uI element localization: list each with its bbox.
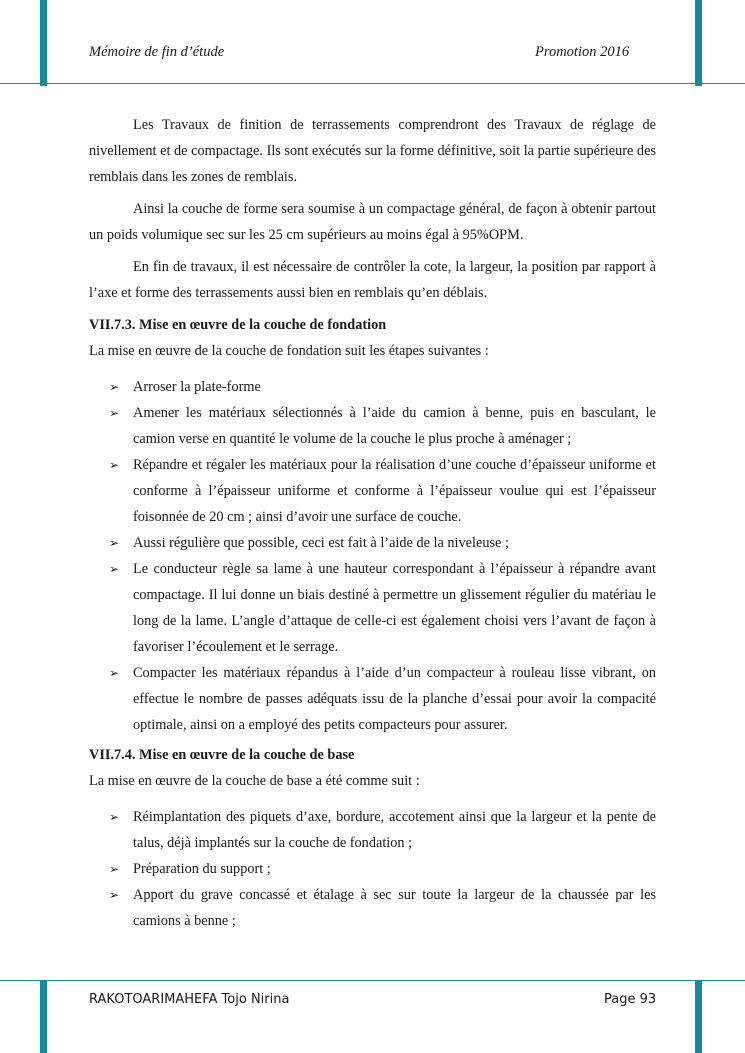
list-item-text: Préparation du support ; [133, 861, 271, 877]
arrow-bullet-icon: ➢ [109, 458, 120, 472]
header-rule [0, 83, 745, 84]
footer-left-bar [40, 980, 47, 1053]
list-item [89, 452, 656, 530]
section-intro: La mise en œuvre de la couche de fondation suit les étapes suivantes : [89, 343, 489, 359]
footer-rule [0, 980, 745, 981]
list-item-text: Arroser la plate-forme [133, 379, 261, 395]
arrow-bullet-icon: ➢ [109, 862, 120, 876]
header-left-bar [40, 0, 47, 86]
arrow-bullet-icon: ➢ [109, 380, 120, 394]
list-item-text: Amener les matériaux sélectionnés à l’aide du camion à benne, puis en basculant, le camion verse en quantité le volume de la couche le plus proche à aménager ; [133, 405, 656, 447]
paragraph: Ainsi la couche de forme sera soumise à un compactage général, de façon à obtenir partout un poids volumique sec sur les 25 cm supérieurs au moins égal à 95%OPM. [89, 201, 656, 243]
section-heading: VII.7.4. Mise en œuvre de la couche de base [89, 747, 355, 763]
list-item-text: Compacter les matériaux répandus à l’aide d’un compacteur à rouleau lisse vibrant, on effectue le nombre de passes adéquats issu de la planche d’essai pour avoir la compacité optimale, ainsi on a employé des petits compacteurs pour assurer. [133, 665, 656, 733]
list-item-text: Aussi régulière que possible, ceci est fait à l’aide de la niveleuse ; [133, 535, 509, 551]
arrow-bullet-icon: ➢ [109, 562, 120, 576]
header-right-text: Promotion 2016 [535, 44, 630, 60]
list-item-text: Apport du grave concassé et étalage à sec sur toute la largeur de la chaussée par les camions à benne ; [133, 887, 656, 929]
paragraph: En fin de travaux, il est nécessaire de contrôler la cote, la largeur, la position par rapport à l’axe et forme des terrassements aussi bien en remblais qu’en déblais. [89, 259, 656, 301]
list-item-text: Réimplantation des piquets d’axe, bordure, accotement ainsi que la largeur et la pente de talus, déjà implantés sur la couche de fondation ; [133, 809, 656, 851]
arrow-bullet-icon: ➢ [109, 536, 120, 550]
list-item [89, 856, 656, 882]
list-item [89, 882, 656, 934]
footer-author: RAKOTOARIMAHEFA Tojo Nirina [89, 992, 290, 1007]
footer-right-bar [695, 980, 702, 1053]
header-right-bar [695, 0, 702, 86]
paragraph: Les Travaux de finition de terrassements comprendront des Travaux de réglage de nivellement et de compactage. Ils sont exécutés sur la forme définitive, soit la partie supérieure des remblais dans les zones de remblais. [89, 117, 656, 185]
list-item [89, 374, 656, 400]
list-item [89, 804, 656, 856]
list-item [89, 400, 656, 452]
list-item [89, 530, 656, 556]
arrow-bullet-icon: ➢ [109, 666, 120, 680]
bullet-list [89, 374, 656, 738]
page-body [89, 112, 656, 938]
arrow-bullet-icon: ➢ [109, 406, 120, 420]
section-heading: VII.7.3. Mise en œuvre de la couche de fondation [89, 317, 387, 333]
arrow-bullet-icon: ➢ [109, 888, 120, 902]
list-item-text: Le conducteur règle sa lame à une hauteur correspondant à l’épaisseur à répandre avant compactage. Il lui donne un biais destiné à permettre un glissement régulier du matériau le long de la lame. L’angle d’attaque de celle-ci est également choisi vers l’avant de façon à favoriser l’écoulement et le serrage. [133, 561, 656, 655]
footer-page-number: Page 93 [604, 992, 657, 1007]
list-item [89, 556, 656, 660]
header-left-text: Mémoire de fin d’étude [89, 44, 225, 60]
arrow-bullet-icon: ➢ [109, 810, 120, 824]
section-intro: La mise en œuvre de la couche de base a été comme suit : [89, 773, 420, 789]
bullet-list [89, 804, 656, 934]
list-item-text: Répandre et régaler les matériaux pour la réalisation d’une couche d’épaisseur uniforme et conforme à l’épaisseur uniforme et conforme à l’épaisseur voulue qui est l’épaisseur foisonnée de 20 cm ; ainsi d’avoir une surface de couche. [133, 457, 656, 525]
list-item [89, 660, 656, 738]
